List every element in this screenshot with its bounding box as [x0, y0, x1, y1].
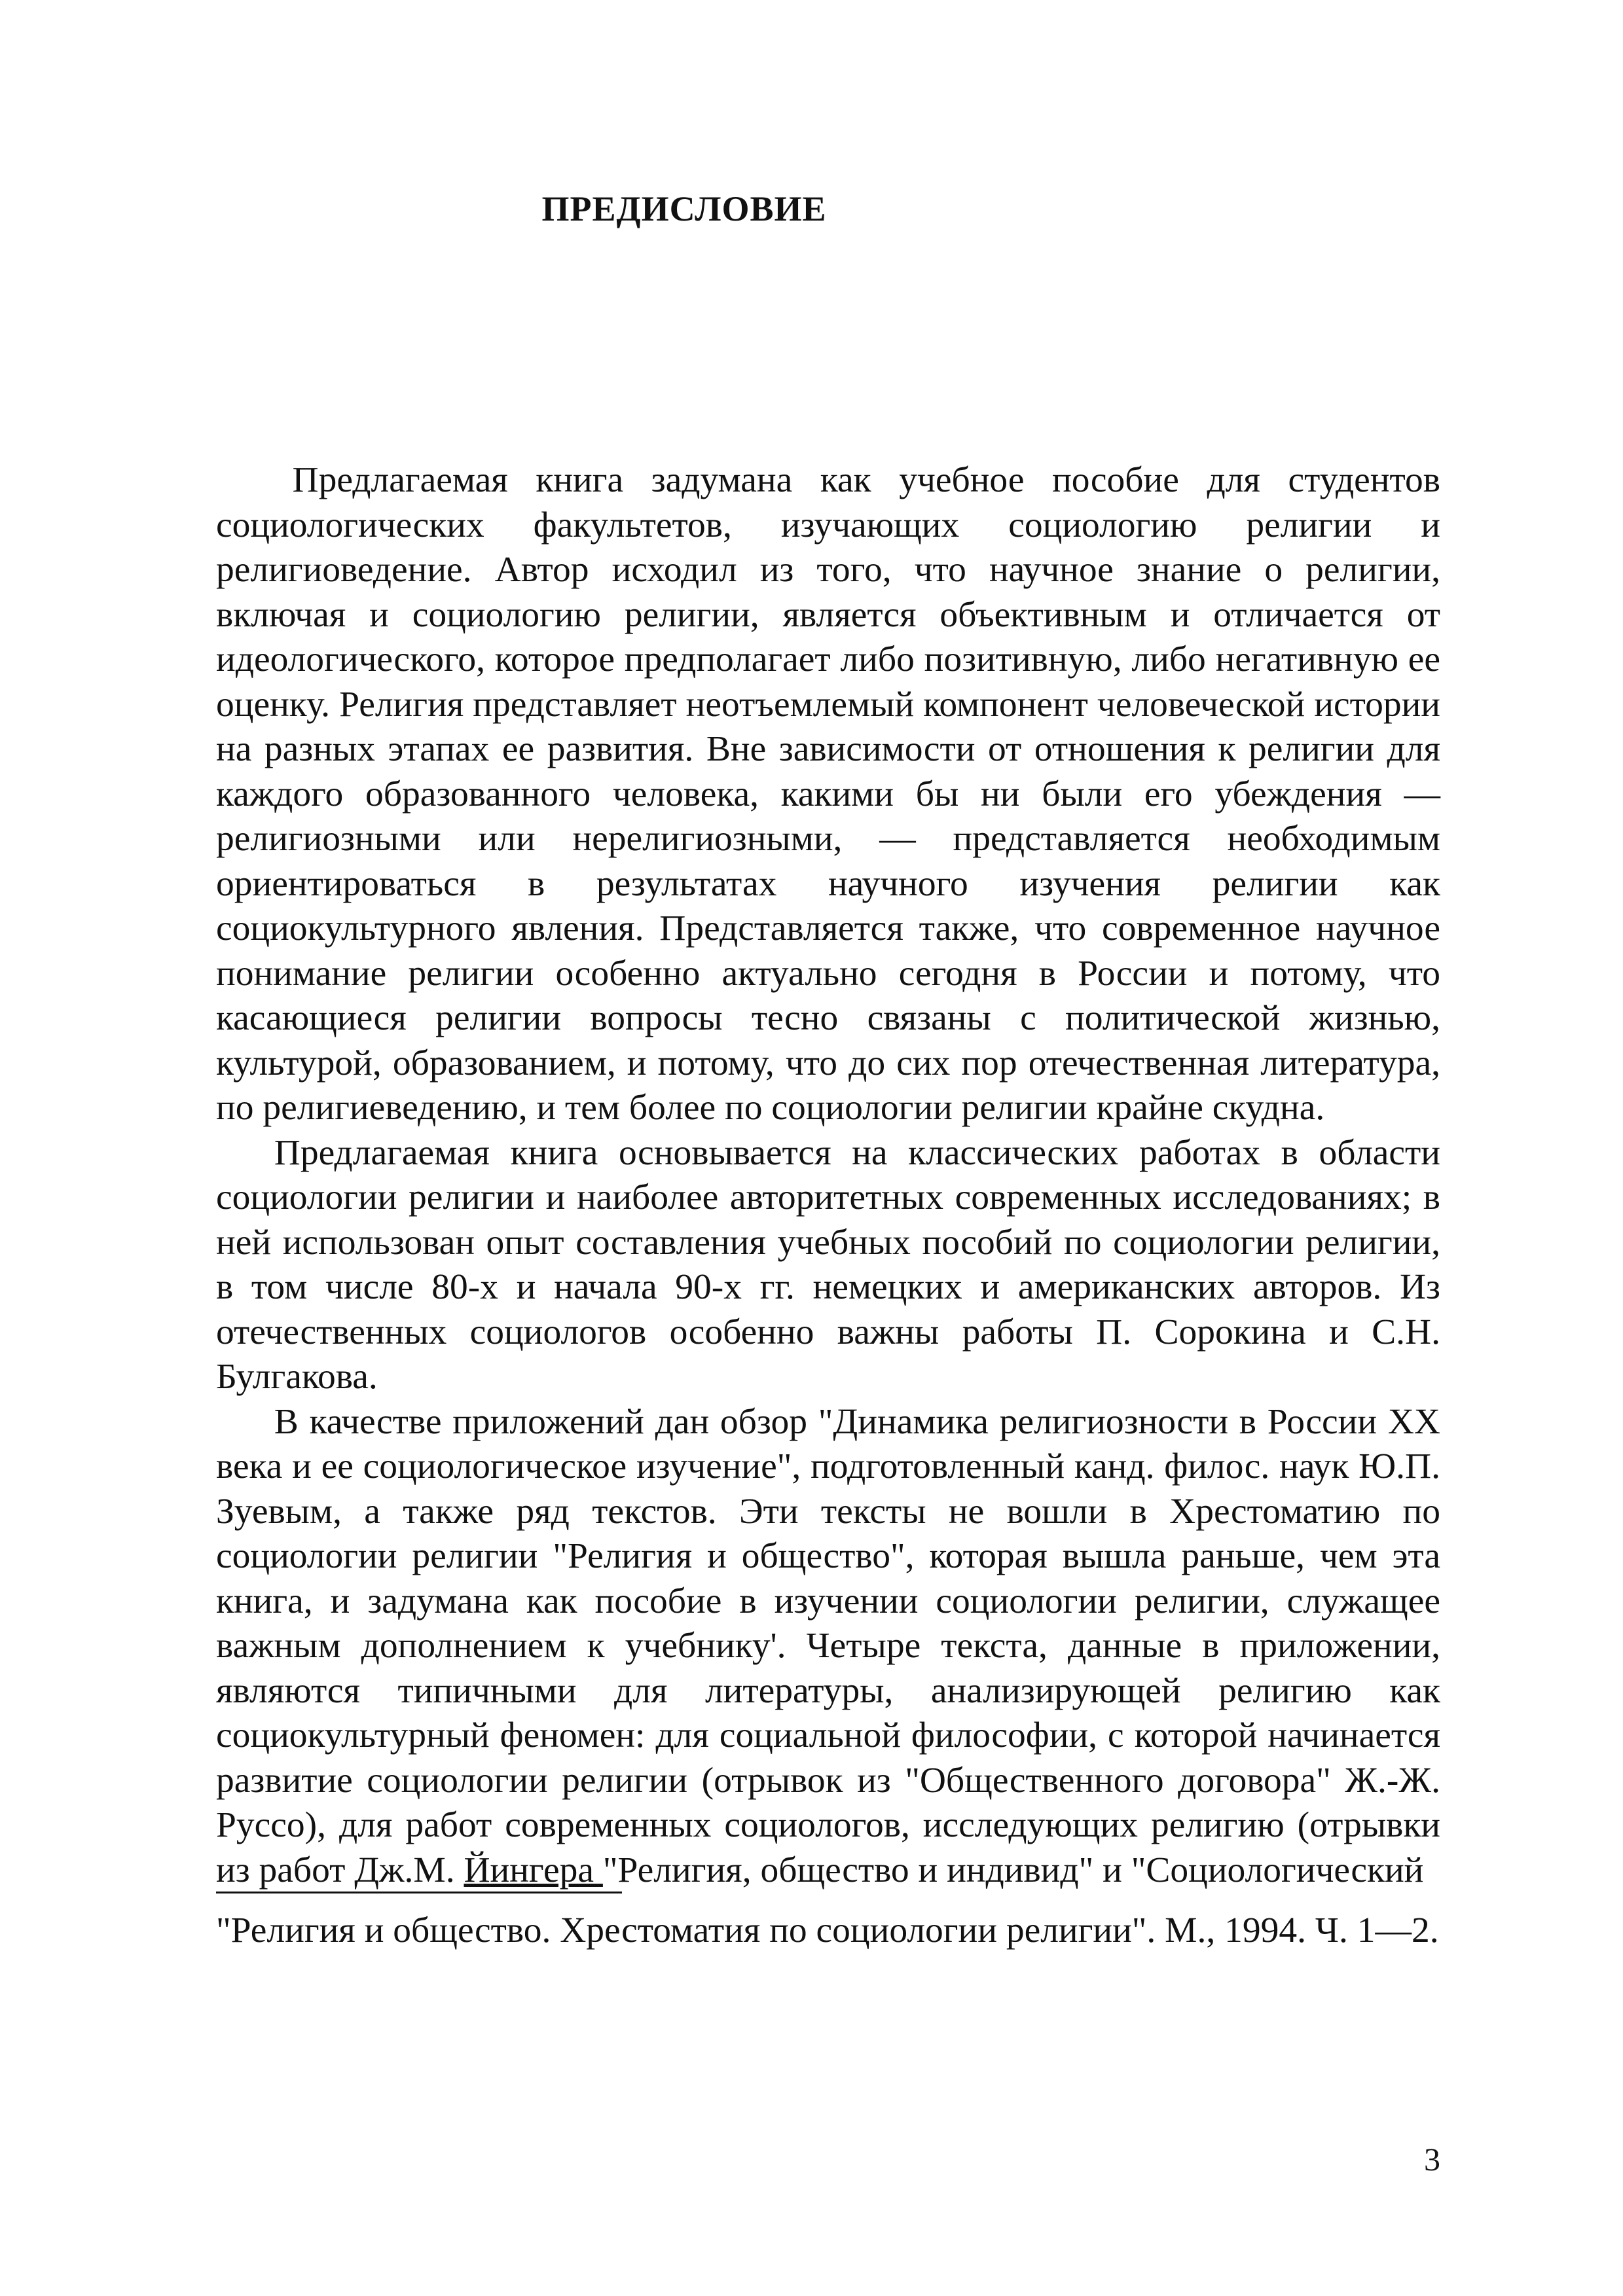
page-number: 3: [1424, 2141, 1440, 2178]
paragraph-3-text-end: общество и индивид" и "Социологический: [751, 1850, 1424, 1890]
paragraph-3: [216, 1400, 1440, 1893]
paragraph-1: Предлагаемая книга задумана как учебное пособие для студентов социологических факультетов, изучающих социологию религии и религиоведение. Автор исходил из того, что научное знание о религии, включая и социологию религии, является объективным и отличается от идеологического, которое предполагает либо позитивную, либо негативную ее оценку. Религия представляет неотъемлемый компонент человеческой истории на разных этапах ее развития. Вне зависимости от отношения к религии для каждого образованного человека, какими бы ни были его убеждения — религиозными или нерелигиозными, — представляется необходимым ориентироваться в результатах научного изучения религии как социокультурного явления. Представляется также, что современное научное понимание религии особенно актуально сегодня в России и потому, что касающиеся религии вопросы тесно связаны с политической жизнью, культурой, образованием, и потому, что до сих пор отечественная литература, по религиеведению, и тем более по социологии религии крайне скудна.: [216, 460, 1440, 1128]
paragraph-3-text-start: В качестве приложений дан обзор "Динамика религиозности в России XX века и ее социологическое изучение", подготовленный канд. филос. наук Ю.П. Зуевым, а также ряд текстов. Эти тексты не вошли в Хрестоматию по социологии религии "Религия и общество", которая вышла раньше, чем эта книга, и задумана как пособие в изучении социологии религии, служащее важным дополнением к учебнику'. Четыре текста, данные в приложении, являются типичными для литературы, анализирующей религию как социокультурный феномен: для социальной философии, с которой начинается развитие социологии религии (отрывок из "Общественного договора" Ж.-Ж. Руссо), для работ современных социологов, исследующих религию (отрывки из работ Дж.М.: [216, 1401, 1440, 1890]
author-reference-link: Йингера: [464, 1850, 603, 1890]
body-text: [216, 458, 1440, 1893]
footnote-divider: [216, 1892, 622, 1893]
footnote: "Религия и общество. Хрестоматия по социологии религии". М., 1994. Ч. 1—2.: [216, 1910, 1439, 1950]
paragraph-3-text-middle: "Религия: [602, 1850, 742, 1890]
page-title: ПРЕДИСЛОВИЕ: [541, 189, 827, 228]
underlined-comma: ,: [742, 1850, 752, 1890]
paragraph-2: Предлагаемая книга основывается на классических работах в области социологии религии и наиболее авторитетных современных исследованиях; в ней использован опыт составления учебных пособий по социологии религии, в том числе 80-х и начала 90-х гг. немецких и американских авторов. Из отечественных социологов особенно важны работы П. Сорокина и С.Н. Булгакова.: [216, 1132, 1440, 1397]
